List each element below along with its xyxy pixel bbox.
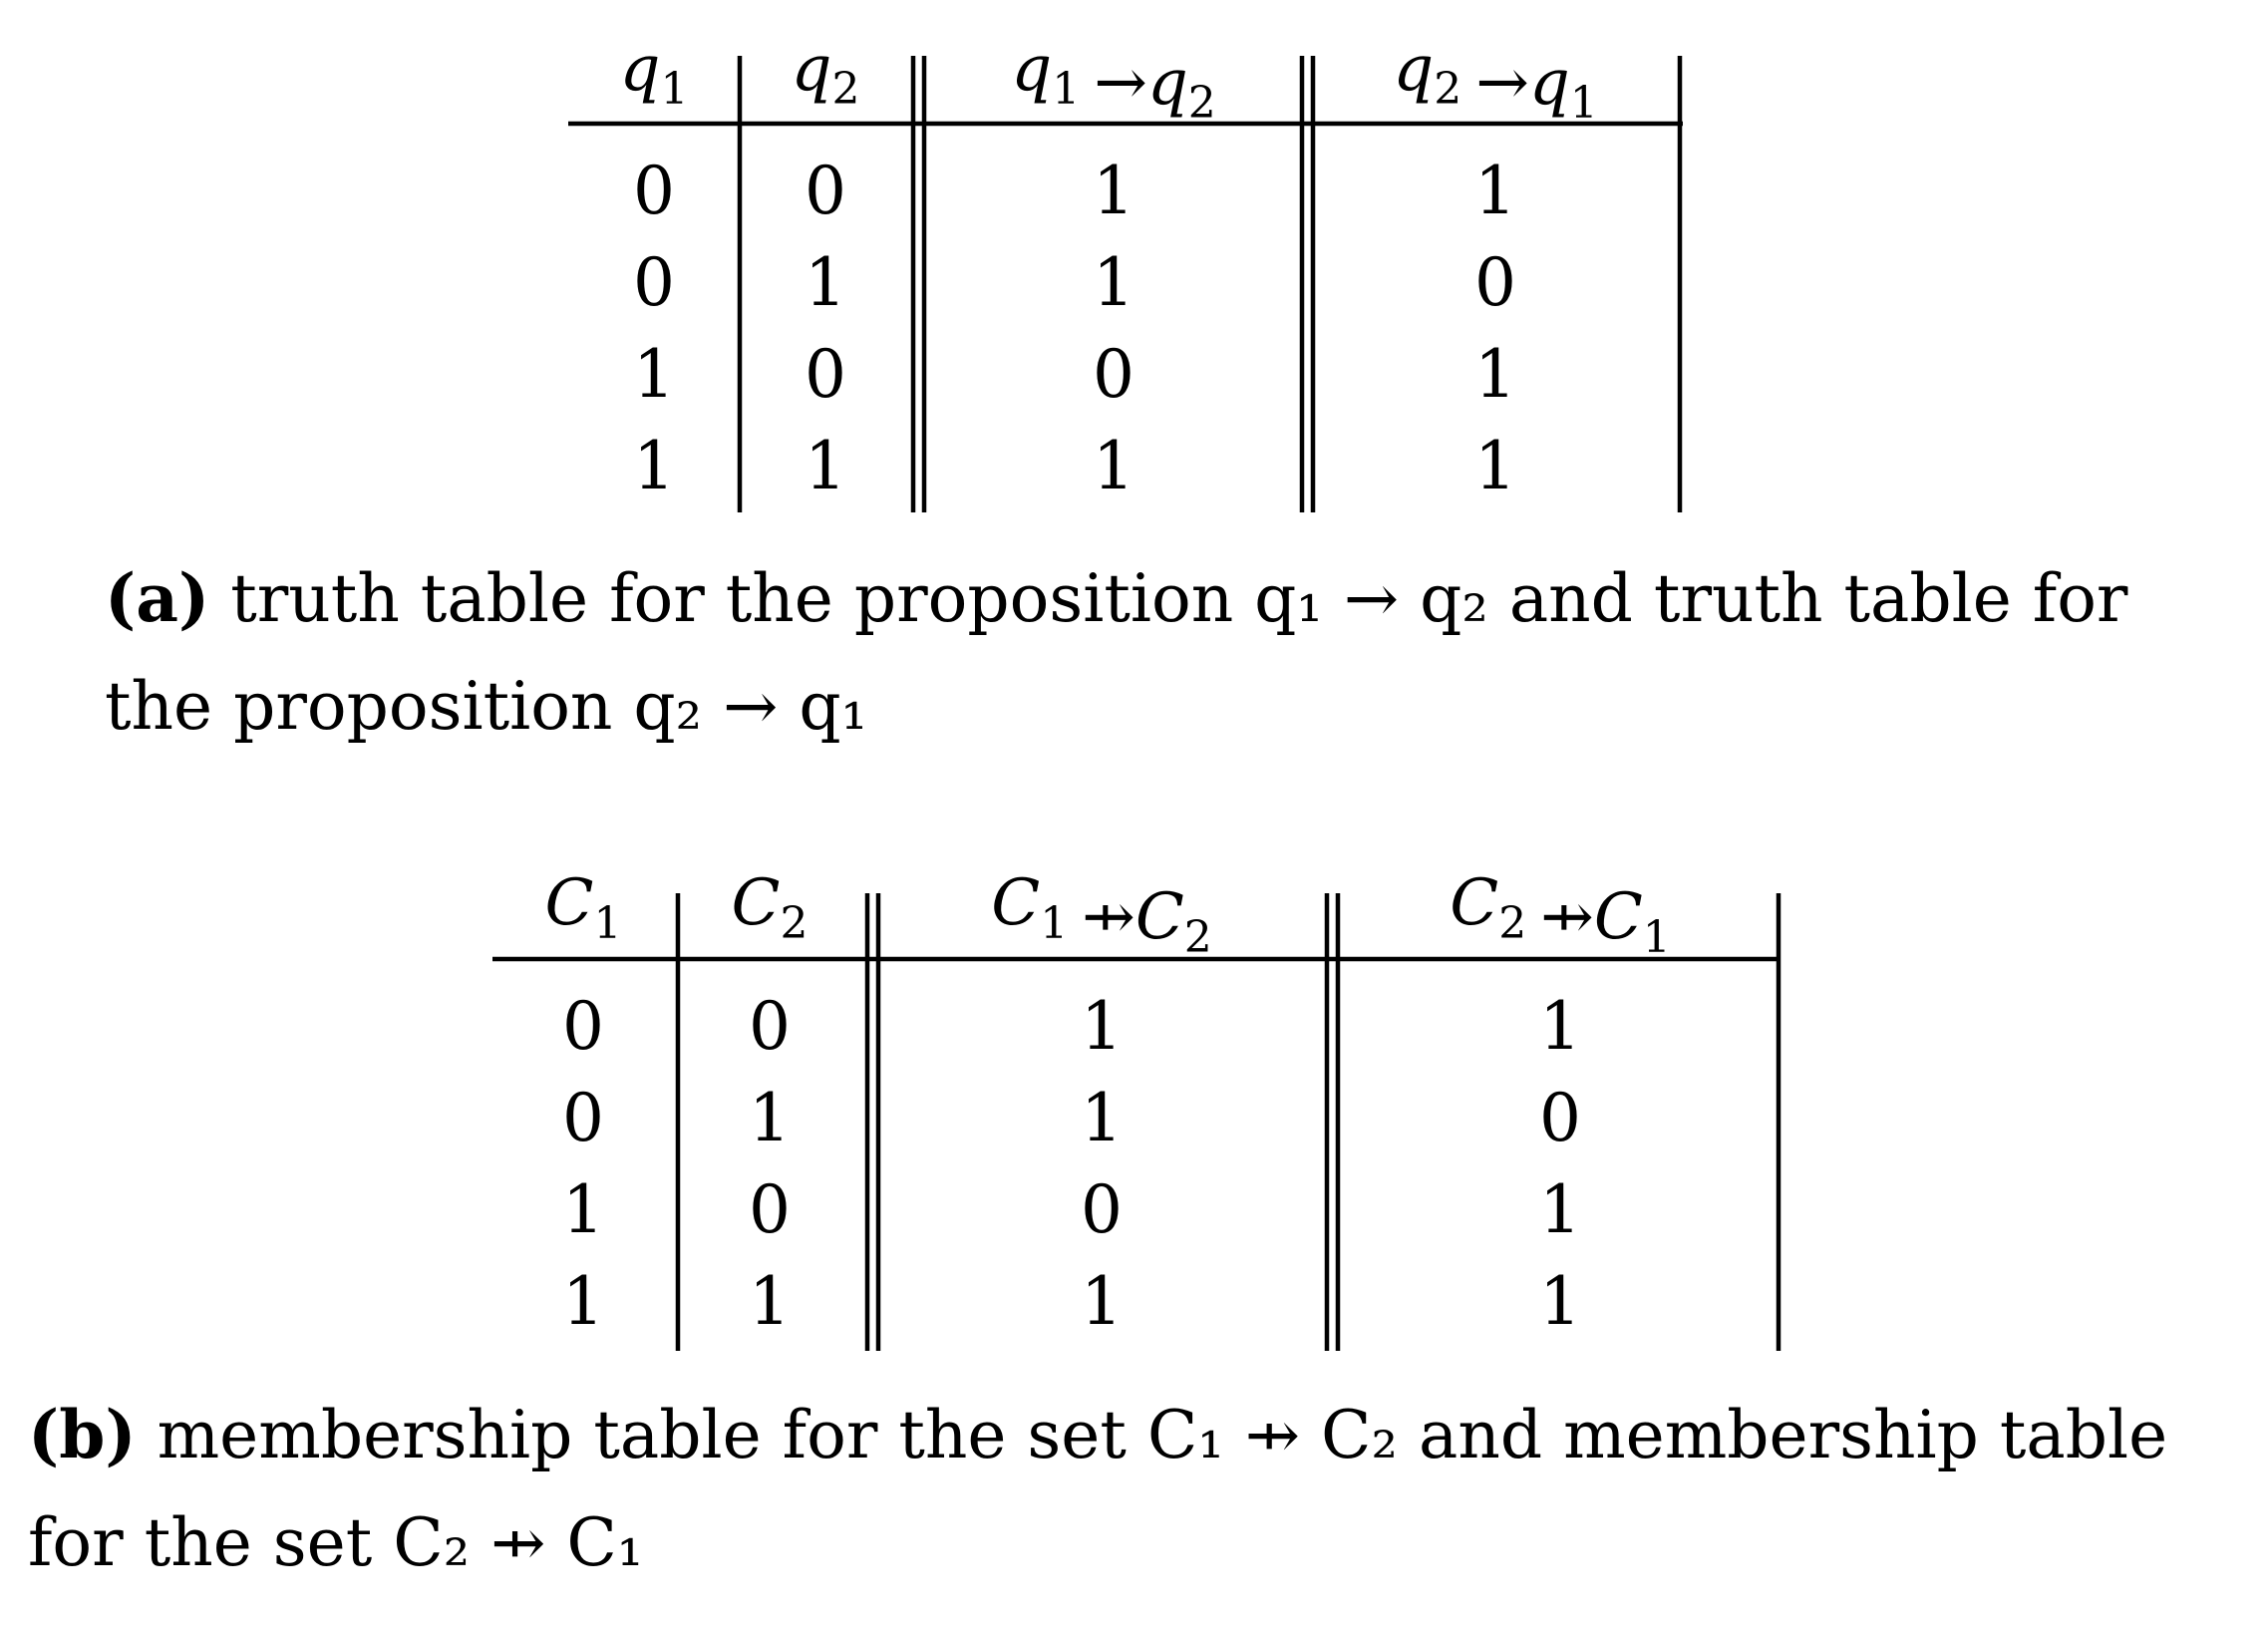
- table-a: [568, 32, 1683, 512]
- table-a-cell: 1: [633, 428, 675, 504]
- table-b-cell: 0: [1081, 1171, 1123, 1248]
- table-b-cell: 1: [1539, 988, 1581, 1065]
- table-a-cell: 1: [1093, 244, 1134, 321]
- caption-b-label: (b): [28, 1396, 137, 1473]
- table-b-cell: 1: [562, 1171, 604, 1248]
- table-a-header-1: $q_2$: [791, 32, 860, 115]
- table-b-cell: 1: [749, 1080, 791, 1156]
- table-a-cell: 0: [805, 153, 846, 229]
- table-a-cell: 1: [805, 244, 846, 321]
- table-b-cell: 1: [749, 1263, 791, 1340]
- table-a-header-3: $q_2 \to q_1$: [1393, 32, 1598, 129]
- caption-b-text1: membership table for the set C₁ ⇸ C₂ and membership table: [136, 1397, 2168, 1473]
- table-a-cell: 1: [805, 428, 846, 504]
- table-b: [492, 866, 1781, 1351]
- table-a-cell: 1: [633, 336, 675, 413]
- table-b-cell: 0: [749, 988, 791, 1065]
- table-b-cell: 1: [1081, 988, 1123, 1065]
- table-b-cell: 1: [1081, 1080, 1123, 1156]
- table-a-header-2: $q_1 \to q_2$: [1011, 32, 1216, 129]
- caption-b-line1: [28, 1381, 2251, 1489]
- table-b-header-3: $C_2$ $⇸C_1$: [1450, 866, 1671, 963]
- table-a-cell: 0: [633, 153, 675, 229]
- caption-a-line1: [105, 544, 2198, 653]
- table-b-cell: 1: [1539, 1263, 1581, 1340]
- caption-a: [105, 544, 2198, 761]
- caption-a-text1: truth table for the proposition q₁ → q₂ and truth table for: [209, 560, 2128, 637]
- table-b-cell: 1: [562, 1263, 604, 1340]
- table-b-cell: 1: [1081, 1263, 1123, 1340]
- caption-b-line2: for the set C₂ ⇸ C₁: [28, 1504, 644, 1581]
- caption-a-label: (a): [105, 559, 210, 637]
- table-a-header-0: $q_1$: [619, 32, 689, 115]
- table-b-cell: 1: [1539, 1171, 1581, 1248]
- caption-b: [28, 1381, 2251, 1597]
- table-a-cell: 0: [1093, 336, 1134, 413]
- table-a-cell: 1: [1474, 336, 1516, 413]
- table-b-header-0: $C_1$: [544, 866, 622, 949]
- table-b-header-2: $C_1$ $⇸C_2$: [991, 866, 1212, 963]
- table-a-cell: 0: [805, 336, 846, 413]
- table-b-header-1: $C_2$: [731, 866, 809, 949]
- table-b-cell: 0: [1539, 1080, 1581, 1156]
- table-a-cell: 0: [1474, 244, 1516, 321]
- caption-a-line2: the proposition q₂ → q₁: [105, 668, 868, 745]
- table-b-cell: 0: [562, 988, 604, 1065]
- table-b-cell: 0: [749, 1171, 791, 1248]
- table-a-cell: 1: [1474, 428, 1516, 504]
- table-a-cell: 0: [633, 244, 675, 321]
- table-a-cell: 1: [1093, 428, 1134, 504]
- table-a-cell: 1: [1093, 153, 1134, 229]
- table-b-cell: 0: [562, 1080, 604, 1156]
- table-a-cell: 1: [1474, 153, 1516, 229]
